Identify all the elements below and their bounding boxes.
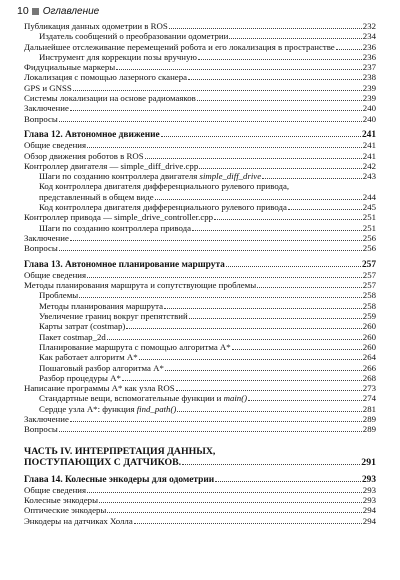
entry-page: 268 xyxy=(362,372,376,383)
entry-title xyxy=(24,83,72,93)
entry-title xyxy=(24,280,256,290)
toc-entry[interactable] xyxy=(24,495,376,505)
dot-leader xyxy=(165,370,362,371)
chapter-page: 257 xyxy=(361,259,376,270)
entry-text: Контроллер двигателя — simple_diff_drive.cpp xyxy=(24,160,199,171)
entry-page: 234 xyxy=(362,31,376,42)
entry-italic-text: find_path() xyxy=(136,403,177,414)
toc-entry[interactable] xyxy=(24,373,376,383)
entry-page: 260 xyxy=(362,341,376,352)
dot-leader xyxy=(87,277,362,278)
entry-italic-text: main() xyxy=(223,393,248,404)
entry-text: представленный в общем виде xyxy=(39,191,154,202)
entry-title xyxy=(24,505,106,515)
entry-text: Сердце узла A*: функция xyxy=(39,403,137,414)
toc-entry[interactable] xyxy=(24,424,376,434)
toc-part-4[interactable] xyxy=(24,446,376,469)
entry-title xyxy=(39,321,125,331)
entry-page: 241 xyxy=(362,150,376,161)
dot-leader xyxy=(99,502,362,503)
toc-entry[interactable] xyxy=(24,290,376,300)
toc-entry[interactable] xyxy=(24,301,376,311)
dot-leader xyxy=(182,464,360,465)
entry-title xyxy=(39,52,197,62)
entry-page: 281 xyxy=(362,403,376,414)
toc-entry[interactable] xyxy=(24,332,376,342)
entry-page: 293 xyxy=(362,484,376,495)
entry-text: Увеличение границ вокруг препятствий xyxy=(39,311,188,322)
entry-title xyxy=(39,393,247,403)
toc-entry[interactable] xyxy=(24,114,376,124)
dot-leader xyxy=(177,411,361,412)
toc-entry[interactable] xyxy=(24,352,376,362)
part-page: 291 xyxy=(361,457,376,469)
entry-text: Проблемы xyxy=(39,290,79,301)
toc-entry[interactable] xyxy=(24,516,376,526)
entry-page: 294 xyxy=(362,515,376,526)
toc-entry[interactable] xyxy=(24,485,376,495)
toc-entry[interactable] xyxy=(24,505,376,515)
dot-leader xyxy=(262,178,362,179)
toc-entry[interactable] xyxy=(24,311,376,321)
toc-chapter-12-items xyxy=(24,140,376,253)
toc-entry[interactable] xyxy=(24,140,376,150)
entry-title xyxy=(39,202,287,212)
entry-text: Код контроллера двигателя дифференциального рулевого привода xyxy=(39,202,287,213)
entry-text: Заключение xyxy=(24,413,69,424)
entry-page: 257 xyxy=(362,269,376,280)
dot-leader xyxy=(87,492,362,493)
entry-title xyxy=(39,342,231,352)
entry-title xyxy=(24,140,86,150)
entry-title xyxy=(39,311,188,321)
dot-leader xyxy=(229,38,361,39)
entry-title xyxy=(39,31,228,41)
entry-page: 236 xyxy=(362,41,376,52)
entry-text: Пошаговый разбор алгоритма A* xyxy=(39,362,164,373)
entry-text: Колесные энкодеры xyxy=(24,495,98,506)
entry-title xyxy=(24,212,213,222)
entry-text: Инструмент для коррекции позы вручную xyxy=(39,51,197,62)
entry-title xyxy=(39,223,191,233)
toc-entry[interactable] xyxy=(24,363,376,373)
entry-page: 294 xyxy=(362,505,376,516)
entry-text: Вопросы xyxy=(24,113,58,124)
toc-section-continued xyxy=(24,21,376,124)
dot-leader xyxy=(116,69,362,70)
dot-leader xyxy=(232,349,362,350)
entry-text: Методы планирования маршрута xyxy=(39,300,164,311)
entry-text: Издатель сообщений о преобразовании одометрии xyxy=(39,31,229,42)
table-of-contents xyxy=(24,21,376,526)
entry-title xyxy=(39,301,163,311)
entry-page: 256 xyxy=(362,232,376,243)
entry-page: 243 xyxy=(362,171,376,182)
dot-leader xyxy=(199,168,362,169)
toc-entry[interactable] xyxy=(24,383,376,393)
dot-leader xyxy=(176,390,362,391)
entry-title xyxy=(24,424,58,434)
entry-page: 245 xyxy=(362,202,376,213)
entry-page: 256 xyxy=(362,243,376,254)
entry-title xyxy=(39,181,289,191)
entry-title xyxy=(24,62,115,72)
entry-title xyxy=(24,103,69,113)
entry-page: 237 xyxy=(362,62,376,73)
toc-entry[interactable] xyxy=(24,414,376,424)
entry-text: Как работает алгоритм A* xyxy=(39,352,138,363)
dot-leader xyxy=(214,219,362,220)
toc-chapter-13[interactable] xyxy=(24,260,376,270)
entry-text: Код контроллера двигателя дифференциального рулевого привода, xyxy=(39,181,290,192)
dot-leader xyxy=(79,297,362,298)
dot-leader xyxy=(73,90,362,91)
entry-page: 239 xyxy=(362,93,376,104)
dot-leader xyxy=(59,121,362,122)
dot-leader xyxy=(164,308,362,309)
entry-text: Написание программы A* как узла ROS xyxy=(24,383,175,394)
entry-page: 238 xyxy=(362,72,376,83)
toc-entry[interactable] xyxy=(24,151,376,161)
entry-text: Публикация данных одометрии в ROS xyxy=(24,21,168,31)
toc-entry[interactable] xyxy=(24,192,376,202)
toc-chapter-14-items xyxy=(24,485,376,526)
toc-entry[interactable] xyxy=(24,52,376,62)
toc-entry[interactable] xyxy=(24,393,376,403)
entry-text: Общие сведения xyxy=(24,269,87,280)
entry-text: Планирование маршрута с помощью алгоритма A* xyxy=(39,341,231,352)
entry-title xyxy=(24,270,86,280)
toc-entry[interactable] xyxy=(24,181,376,191)
dot-leader xyxy=(188,79,362,80)
toc-entry[interactable] xyxy=(24,42,376,52)
entry-text: Шаги по созданию контроллера двигателя xyxy=(39,171,200,182)
dot-leader xyxy=(161,136,361,137)
dot-leader xyxy=(189,318,362,319)
dot-leader xyxy=(87,147,362,148)
dot-leader xyxy=(145,158,362,159)
toc-entry[interactable] xyxy=(24,202,376,212)
entry-page: 232 xyxy=(362,21,376,31)
dot-leader xyxy=(192,230,362,231)
toc-entry[interactable] xyxy=(24,103,376,113)
entry-italic-text: simple_diff_drive xyxy=(199,171,262,182)
dot-leader xyxy=(198,59,362,60)
toc-entry[interactable] xyxy=(24,62,376,72)
entry-title xyxy=(24,243,58,253)
entry-title xyxy=(39,171,261,181)
entry-title xyxy=(39,404,176,414)
entry-page: 257 xyxy=(362,280,376,291)
entry-text: Вопросы xyxy=(24,424,58,435)
dot-leader xyxy=(122,380,362,381)
running-header xyxy=(17,3,380,19)
dot-leader xyxy=(248,400,362,401)
dot-leader xyxy=(59,250,362,251)
dot-leader xyxy=(226,266,361,267)
entry-page: 260 xyxy=(362,331,376,342)
entry-text: Системы локализации на основе радиомаяков xyxy=(24,93,196,104)
entry-text: Контроллер привода — simple_drive_controller.cpp xyxy=(24,212,214,223)
header-square-icon xyxy=(32,8,39,15)
chapter-title: Глава 14. Колесные энкодеры для одометрии xyxy=(24,474,215,485)
toc-chapter-14[interactable] xyxy=(24,475,376,485)
entry-text: Шаги по созданию контроллера привода xyxy=(39,222,191,233)
entry-page: 289 xyxy=(362,424,376,435)
entry-title xyxy=(24,72,187,82)
chapter-page: 293 xyxy=(361,474,376,485)
toc-chapter-12[interactable] xyxy=(24,130,376,140)
toc-entry[interactable] xyxy=(24,212,376,222)
entry-title xyxy=(39,332,106,342)
entry-title xyxy=(39,192,154,202)
chapter-title: Глава 12. Автономное движение xyxy=(24,129,160,140)
running-title: Оглавление xyxy=(42,5,100,17)
dot-leader xyxy=(139,359,362,360)
toc-entry[interactable] xyxy=(24,223,376,233)
dot-leader xyxy=(169,28,362,29)
chapter-page: 241 xyxy=(361,129,376,140)
dot-leader xyxy=(107,339,362,340)
entry-page: 293 xyxy=(362,495,376,506)
entry-text: Оптические энкодеры xyxy=(24,505,107,516)
entry-text: Заключение xyxy=(24,232,69,243)
entry-page: 258 xyxy=(362,300,376,311)
entry-text: Карты затрат (costmap) xyxy=(39,321,126,332)
dot-leader xyxy=(126,328,362,329)
entry-page: 259 xyxy=(362,311,376,322)
dot-leader xyxy=(107,512,362,513)
toc-entry[interactable] xyxy=(24,280,376,290)
entry-page: 241 xyxy=(362,140,376,151)
entry-page: 240 xyxy=(362,113,376,124)
dot-leader xyxy=(70,421,362,422)
entry-title xyxy=(39,373,121,383)
entry-title xyxy=(24,21,168,31)
toc-entry[interactable] xyxy=(24,233,376,243)
page-number: 10 xyxy=(17,5,29,17)
entry-text: Заключение xyxy=(24,103,69,114)
toc-entry[interactable] xyxy=(24,93,376,103)
entry-page: 251 xyxy=(362,222,376,233)
entry-text: Локализация с помощью лазерного сканера xyxy=(24,72,187,83)
dot-leader xyxy=(257,287,362,288)
entry-title xyxy=(24,383,175,393)
toc-chapter-13-items xyxy=(24,270,376,435)
toc-entry[interactable] xyxy=(24,83,376,93)
entry-page: 244 xyxy=(362,191,376,202)
entry-title xyxy=(24,42,335,52)
dot-leader xyxy=(197,100,362,101)
entry-page: 240 xyxy=(362,103,376,114)
entry-page: 258 xyxy=(362,290,376,301)
toc-entry[interactable] xyxy=(24,243,376,253)
part-title-line-2: ПОСТУПАЮЩИХ С ДАТЧИКОВ. xyxy=(24,457,182,469)
entry-title xyxy=(24,414,69,424)
entry-page: 242 xyxy=(362,160,376,171)
dot-leader xyxy=(134,523,362,524)
entry-page: 260 xyxy=(362,321,376,332)
entry-text: Обзор движения роботов в ROS xyxy=(24,150,144,161)
toc-entry[interactable] xyxy=(24,342,376,352)
entry-text: Методы планирования маршрута и сопутствующие проблемы xyxy=(24,280,257,291)
entry-title xyxy=(24,516,133,526)
toc-entry[interactable] xyxy=(24,321,376,331)
entry-page: 273 xyxy=(362,383,376,394)
toc-entry[interactable] xyxy=(24,404,376,414)
entry-text: Общие сведения xyxy=(24,484,87,495)
entry-title xyxy=(24,485,86,495)
entry-page: 251 xyxy=(362,212,376,223)
entry-text: Дальнейшее отслеживание перемещений робота и его локализация в пространстве xyxy=(24,41,335,52)
entry-page: 266 xyxy=(362,362,376,373)
toc-entry[interactable] xyxy=(24,270,376,280)
entry-title xyxy=(39,363,164,373)
chapter-title: Глава 13. Автономное планирование маршрута xyxy=(24,259,225,270)
entry-page: 239 xyxy=(362,82,376,93)
dot-leader xyxy=(155,199,362,200)
entry-text: GPS и GNSS xyxy=(24,82,72,93)
toc-entry[interactable] xyxy=(24,161,376,171)
dot-leader xyxy=(336,49,362,50)
entry-text: Вопросы xyxy=(24,243,58,254)
entry-title xyxy=(39,352,138,362)
toc-entry[interactable] xyxy=(24,21,376,31)
entry-page: 236 xyxy=(362,51,376,62)
part-title-line-1: ЧАСТЬ IV. ИНТЕРПРЕТАЦИЯ ДАННЫХ, xyxy=(24,445,216,457)
entry-text: Общие сведения xyxy=(24,140,87,151)
dot-leader xyxy=(288,209,362,210)
entry-page: 274 xyxy=(362,393,376,404)
dot-leader xyxy=(215,481,361,482)
entry-text: Энкодеры на датчиках Холла xyxy=(24,515,133,526)
entry-text: Фидуциальные маркеры xyxy=(24,62,116,73)
entry-text: Стандартные вещи, вспомогательные функции и xyxy=(39,393,224,404)
entry-text: Разбор процедуры A* xyxy=(39,372,121,383)
entry-page: 264 xyxy=(362,352,376,363)
entry-title xyxy=(24,151,144,161)
entry-title xyxy=(39,290,78,300)
dot-leader xyxy=(70,110,362,111)
dot-leader xyxy=(70,240,362,241)
entry-title xyxy=(24,495,98,505)
toc-entry[interactable] xyxy=(24,171,376,181)
entry-title xyxy=(24,114,58,124)
toc-entry[interactable] xyxy=(24,31,376,41)
entry-text: Пакет costmap_2d xyxy=(39,331,106,342)
entry-title xyxy=(24,233,69,243)
dot-leader xyxy=(59,431,362,432)
entry-title xyxy=(24,93,196,103)
entry-title xyxy=(24,161,198,171)
toc-entry[interactable] xyxy=(24,72,376,82)
entry-page: 289 xyxy=(362,413,376,424)
